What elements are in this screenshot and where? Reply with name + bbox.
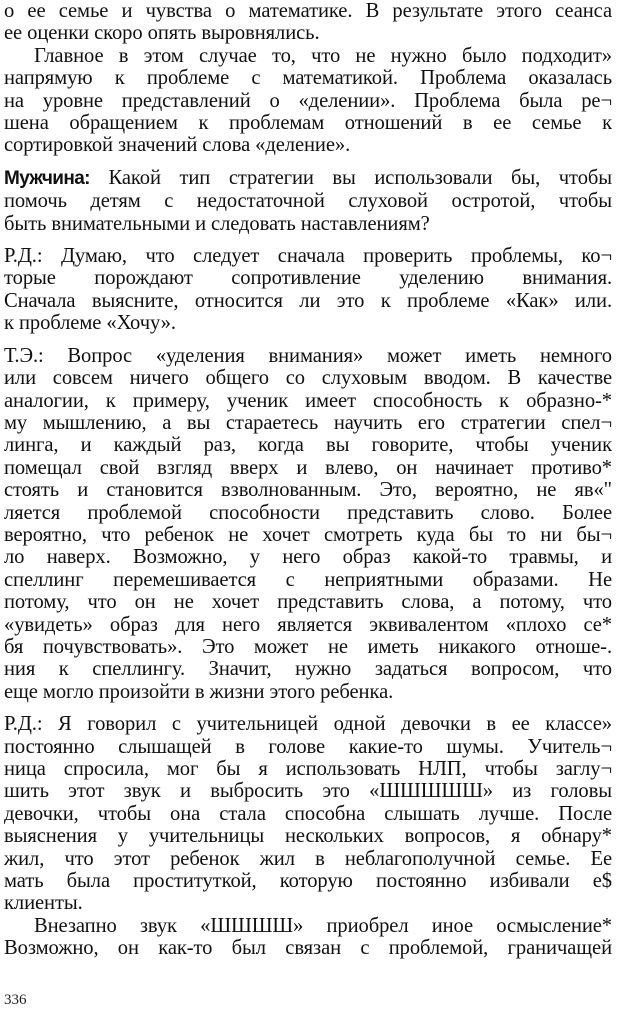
text-line: выяснения у учительницы нескольких вопросов, я обнару* bbox=[4, 825, 612, 848]
text-line: стоять и становится взволнованным. Это, вероятно, не яв«" bbox=[4, 479, 612, 502]
text-line: мать была проституткой, которую постоянно избивали е$ bbox=[4, 870, 612, 893]
text-line: потому, что он не хочет представить слова, а потому, что bbox=[4, 591, 612, 614]
paragraph-gap bbox=[4, 703, 612, 713]
text-line: Внезапно звук «ШШШШ» приобрел иное осмысление* bbox=[34, 914, 612, 937]
text-line: постоянно слышащей в голове какие-то шумы. Учитель¬ bbox=[4, 735, 612, 758]
text-line: линга, и каждый раз, когда вы говорите, чтобы ученик bbox=[4, 434, 612, 457]
text-line: Главное в этом случае то, что не нужно было подходит» bbox=[34, 44, 612, 67]
text-line: девочки, чтобы она стала способна слышать лучше. После bbox=[4, 802, 612, 825]
text-line: к проблеме «Хочу». bbox=[4, 312, 176, 335]
page-number: 336 bbox=[4, 992, 27, 1008]
text-line: ляется проблемой способности представить слово. Более bbox=[4, 501, 612, 524]
text-line: ница спросила, мог бы я использовать НЛП, чтобы заглу¬ bbox=[4, 758, 612, 780]
text-line: бя почувствовать». Это может не иметь никакого отноше-. bbox=[4, 635, 612, 658]
text-line: о ее семье и чувства о математике. В результате этого сеанса bbox=[4, 0, 612, 22]
text-line: на уровне представлений о «делении». Проблема была ре¬ bbox=[4, 89, 612, 112]
text-line: Сначала выясните, относится ли это к проблеме «Как» или. bbox=[4, 289, 612, 312]
text-line: быть внимательными и следовать наставлениям? bbox=[4, 212, 430, 235]
paragraph-gap bbox=[4, 157, 612, 167]
text-line: или совсем ничего общего со слуховым вводом. В качестве bbox=[4, 367, 612, 390]
text-line: вероятно, что ребенок не хочет смотреть куда бы то ни бы¬ bbox=[4, 523, 612, 546]
text-line bbox=[4, 167, 612, 190]
text-line: Р.Д.: Я говорил с учительницей одной девочки в ее классе» bbox=[4, 713, 612, 736]
paragraph-gap bbox=[4, 335, 612, 345]
paragraph-answer-te bbox=[4, 345, 612, 704]
text-line: му мышлению, а вы стараетесь научить его стратегии спел¬ bbox=[4, 411, 612, 434]
text-line: помочь детям с недостаточной слуховой остротой, чтобы bbox=[4, 190, 612, 213]
text-line: сортировкой значений слова «деление». bbox=[4, 134, 351, 157]
text-line: аналогии, к примеру, ученик имеет способность к образно-* bbox=[4, 389, 612, 412]
text-line: напрямую к проблеме с математикой. Проблема оказалась bbox=[4, 67, 612, 90]
text-line: ее оценки скоро опять выровнялись. bbox=[4, 22, 320, 45]
text-line: шить этот звук и выбросить это «ШШШШШ» из головы bbox=[4, 780, 612, 803]
text-line: еще могло произойти в жизни этого ребенка. bbox=[4, 680, 394, 703]
text-line: Т.Э.: Вопрос «уделения внимания» может иметь немного bbox=[4, 344, 612, 367]
text-line: Возможно, он как-то был связан с проблемой, граничащей bbox=[4, 937, 612, 960]
book-page bbox=[4, 0, 612, 960]
text-line: клиенты. bbox=[4, 892, 83, 915]
speaker-label: Мужчина: bbox=[4, 167, 90, 189]
text-line: Р.Д.: Думаю, что следует сначала проверить проблемы, ко¬ bbox=[4, 245, 612, 268]
paragraph-answer-rd-1 bbox=[4, 245, 612, 335]
text-line: торые порождают сопротивление уделению внимания. bbox=[4, 267, 612, 290]
paragraph-gap bbox=[4, 235, 612, 245]
paragraph-main-point bbox=[4, 45, 612, 157]
paragraph-answer-rd-2 bbox=[4, 713, 612, 915]
text-line: «увидеть» образ для него является эквивалентом «плохо се* bbox=[4, 613, 612, 636]
text-line: шена обращением к проблемам отношений в ее семье к bbox=[4, 112, 612, 135]
text-line: спеллинг перемешивается с неприятными образами. Не bbox=[4, 568, 612, 591]
paragraph-question-man bbox=[4, 167, 612, 235]
paragraph-sudden-sound bbox=[4, 915, 612, 960]
text-line: ния к спеллингу. Значит, нужно задаться вопросом, что bbox=[4, 658, 612, 681]
question-text: Какой тип стратегии вы использовали бы, чтобы bbox=[89, 166, 612, 189]
text-line: жил, что этот ребенок жил в неблагополучной семье. Ее bbox=[4, 847, 612, 870]
text-line: помещал свой взгляд вверх и влево, он начинает противо* bbox=[4, 456, 612, 479]
paragraph-continuation bbox=[4, 0, 612, 45]
text-line: ло наверх. Возможно, у него образ какой-то травмы, и bbox=[4, 546, 612, 569]
